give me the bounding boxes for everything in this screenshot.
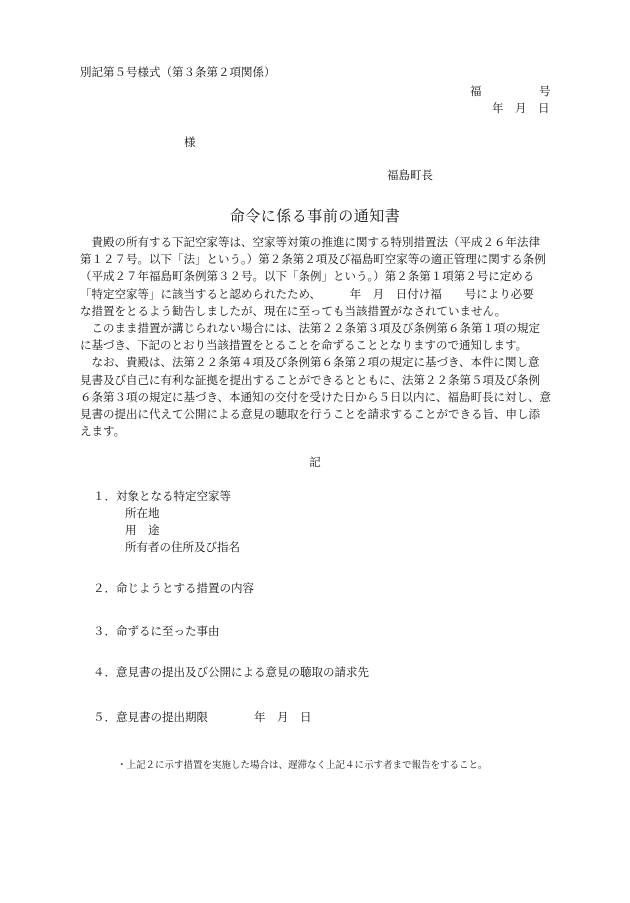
body-line: ６条第３項の規定に基づき、本通知の交付を受けた日から５日以内に、福島町長に対し、意 <box>80 389 552 404</box>
ki-heading: 記 <box>309 455 321 469</box>
document-number: 福 号 <box>470 84 551 98</box>
body-line: 見書及び自己に有利な証拠を提出することができるとともに、法第２２条第５項及び条例 <box>80 372 540 387</box>
body-line: な措置をとるよう勧告しましたが、現在に至っても当該措置がなされていません。 <box>80 303 507 318</box>
item-use: 用 途 <box>125 523 160 537</box>
form-label: 別記第５号様式（第３条第２項関係） <box>80 65 276 79</box>
issue-date: 年 月 日 <box>492 101 550 115</box>
footnote: ・上記２に示す措置を実施した場合は、遅滞なく上記４に示す者まで報告をすること。 <box>117 760 488 771</box>
item-target-property: １．対象となる特定空家等 <box>93 489 231 503</box>
body-line: （平成２７年福島町条例第３２号。以下「条例」という。）第２条第１項第２号に定める <box>80 269 535 284</box>
item-request-destination: ４．意見書の提出及び公開による意見の聴取の請求先 <box>93 665 369 679</box>
body-line: このまま措置が講じられない場合には、法第２２条第３項及び条例第６条第１項の規定 <box>80 321 540 336</box>
body-line: 見書の提出に代えて公開による意見の聴取を行うことを請求することができる旨、申し添 <box>80 407 540 422</box>
body-line: 第１２７号。以下「法」という。）第２条第２項及び福島町空家等の適正管理に関する条例 <box>80 252 546 267</box>
body-line: に基づき、下記のとおり当該措置をとることを命ずることとなりますので通知します。 <box>80 338 528 353</box>
addressee-line: 様 <box>184 135 196 149</box>
body-line: えます。 <box>80 424 126 439</box>
item-location: 所在地 <box>125 506 160 520</box>
item-owner: 所有者の住所及び指名 <box>125 540 240 554</box>
document-title: 命令に係る事前の通知書 <box>229 207 401 225</box>
sender: 福島町長 <box>387 168 433 182</box>
body-line: 貴殿の所有する下記空家等は、空家等対策の推進に関する特別措置法（平成２６年法律 <box>80 235 540 249</box>
item-reason: ３．命ずるに至った事由 <box>93 624 220 638</box>
body-line: なお、貴殿は、法第２２条第４項及び条例第６条第２項の規定に基づき、本件に関し意 <box>80 355 540 370</box>
body-text <box>80 234 552 440</box>
body-line: 「特定空家等」に該当すると認められたため、 年 月 日付け福 号により必要 <box>80 286 534 301</box>
item-measures: ２．命じようとする措置の内容 <box>93 581 254 595</box>
item-deadline: ５．意見書の提出期限 年 月 日 <box>93 710 312 724</box>
